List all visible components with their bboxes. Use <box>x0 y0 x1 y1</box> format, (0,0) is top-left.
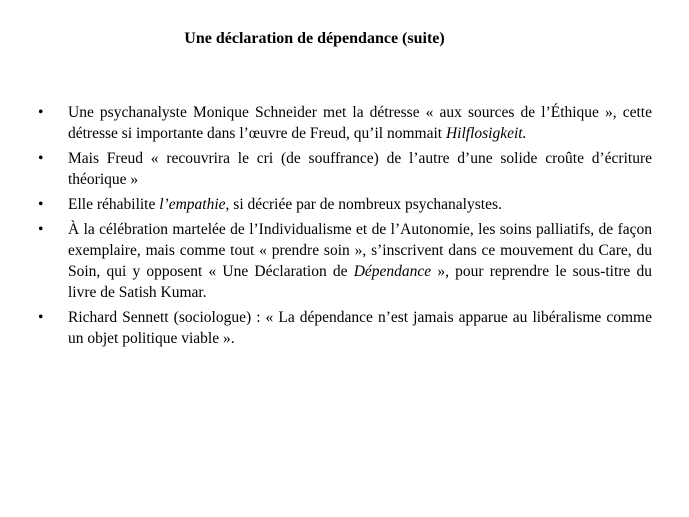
slide-title <box>0 29 689 49</box>
bullet-item <box>38 194 652 215</box>
bullet-text-italic: Hilflosigkeit. <box>445 125 527 142</box>
bullet-text: À la célébration martelée de l’Individualisme et de l’Autonomie, les soins palliatifs, de façon exemplaire, mais comme tout « prendre soin », s’inscrivent dans ce mouvement du Care, du Soin, qui y opposent « Une Déclaration de <box>68 221 652 280</box>
bullet-text-end: », pour reprendre le sous-titre du livre de Satish Kumar. <box>68 263 652 301</box>
bullet-text-end: , si décriée par de nombreux psychanalystes. <box>225 196 502 213</box>
bullet-text-italic: l’empathie <box>159 196 226 213</box>
bullet-icon: • <box>38 150 44 167</box>
slide-title-text: Une déclaration de dépendance (suite) <box>184 30 445 47</box>
bullet-text: Elle réhabilite <box>68 196 160 213</box>
bullet-item <box>38 102 652 144</box>
bullet-icon: • <box>38 221 44 238</box>
bullet-item <box>38 148 652 190</box>
bullet-icon: • <box>38 196 44 213</box>
bullet-icon: • <box>38 104 44 121</box>
bullet-list <box>38 102 652 353</box>
bullet-item <box>38 307 652 349</box>
bullet-text-italic: Dépendance <box>353 263 432 280</box>
bullet-icon: • <box>38 309 44 326</box>
bullet-item <box>38 219 652 303</box>
bullet-text: Mais Freud « recouvrira le cri (de souffrance) de l’autre d’une solide croûte d’écriture théorique » <box>68 150 652 188</box>
bullet-text: Une psychanalyste Monique Schneider met la détresse « aux sources de l’Éthique », cette détresse si importante dans l’œuvre de Freud, qu’il nommait <box>68 104 652 142</box>
bullet-text: Richard Sennett (sociologue) : « La dépendance n’est jamais apparue au libéralisme comme un objet politique viable ». <box>68 309 652 347</box>
